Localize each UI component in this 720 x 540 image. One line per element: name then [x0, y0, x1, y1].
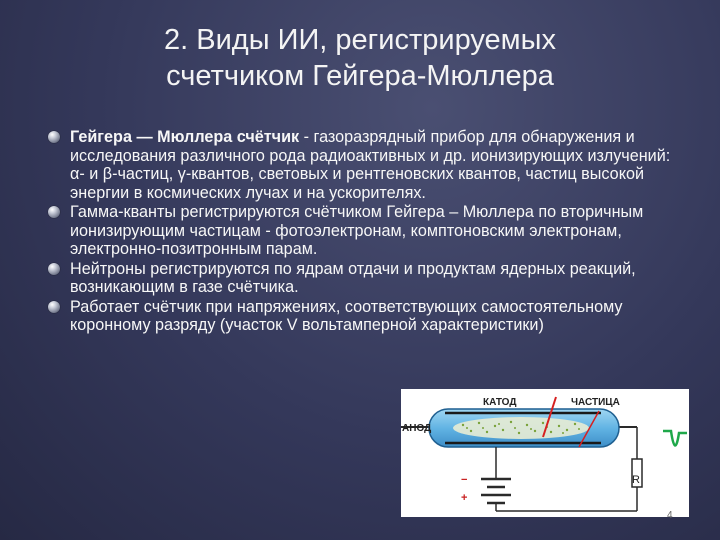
label-plus: + — [461, 492, 468, 504]
bullet-text: - газоразрядный прибор для обнаружения и исследования различного рода радиоактивных и др. ионизирующих излучений: α- и β-частиц, γ-квантов, световых и рентгеновских квантов, частиц высокой энергии в космических лучах и на ускорителях. — [70, 128, 671, 202]
bullet-text: Гамма-кванты регистрируются счётчиком Гейгера – Мюллера по вторичным ионизирующим частицам - фотоэлектронам, комптоновским электронам, электронно-позитронным парам. — [70, 203, 644, 258]
geiger-counter-diagram — [401, 389, 689, 517]
label-particle: ЧАСТИЦА — [571, 397, 620, 408]
bullet-icon — [48, 131, 60, 143]
title-line-1: 2. Виды ИИ, регистрируемых — [164, 24, 556, 56]
bullet-item — [48, 128, 688, 202]
bullet-list — [48, 128, 688, 336]
label-minus: − — [461, 474, 468, 486]
battery-icon — [481, 479, 511, 511]
ionization-cloud-icon — [453, 417, 589, 439]
bullet-term: Гейгера — Мюллера счётчик — [70, 128, 300, 146]
slide-title — [60, 22, 660, 94]
bullet-text: Нейтроны регистрируются по ядрам отдачи и продуктам ядерных реакций, возникающим в газе счётчика. — [70, 259, 636, 296]
bullet-item — [48, 298, 688, 335]
bullet-icon — [48, 263, 60, 275]
page-number: 4 — [667, 510, 673, 521]
bullet-item — [48, 260, 688, 297]
bullet-icon — [48, 301, 60, 313]
signal-pulse-icon — [663, 431, 687, 446]
label-cathode: КАТОД — [483, 397, 517, 408]
bullet-text: Работает счётчик при напряжениях, соответствующих самостоятельному коронному разряду (участок V вольтамперной характеристики) — [70, 297, 623, 334]
label-anode: АНОД — [402, 423, 432, 434]
bullet-icon — [48, 206, 60, 218]
label-resistor: R — [632, 474, 640, 486]
title-line-2: счетчиком Гейгера-Мюллера — [166, 60, 554, 92]
bullet-item — [48, 203, 688, 259]
